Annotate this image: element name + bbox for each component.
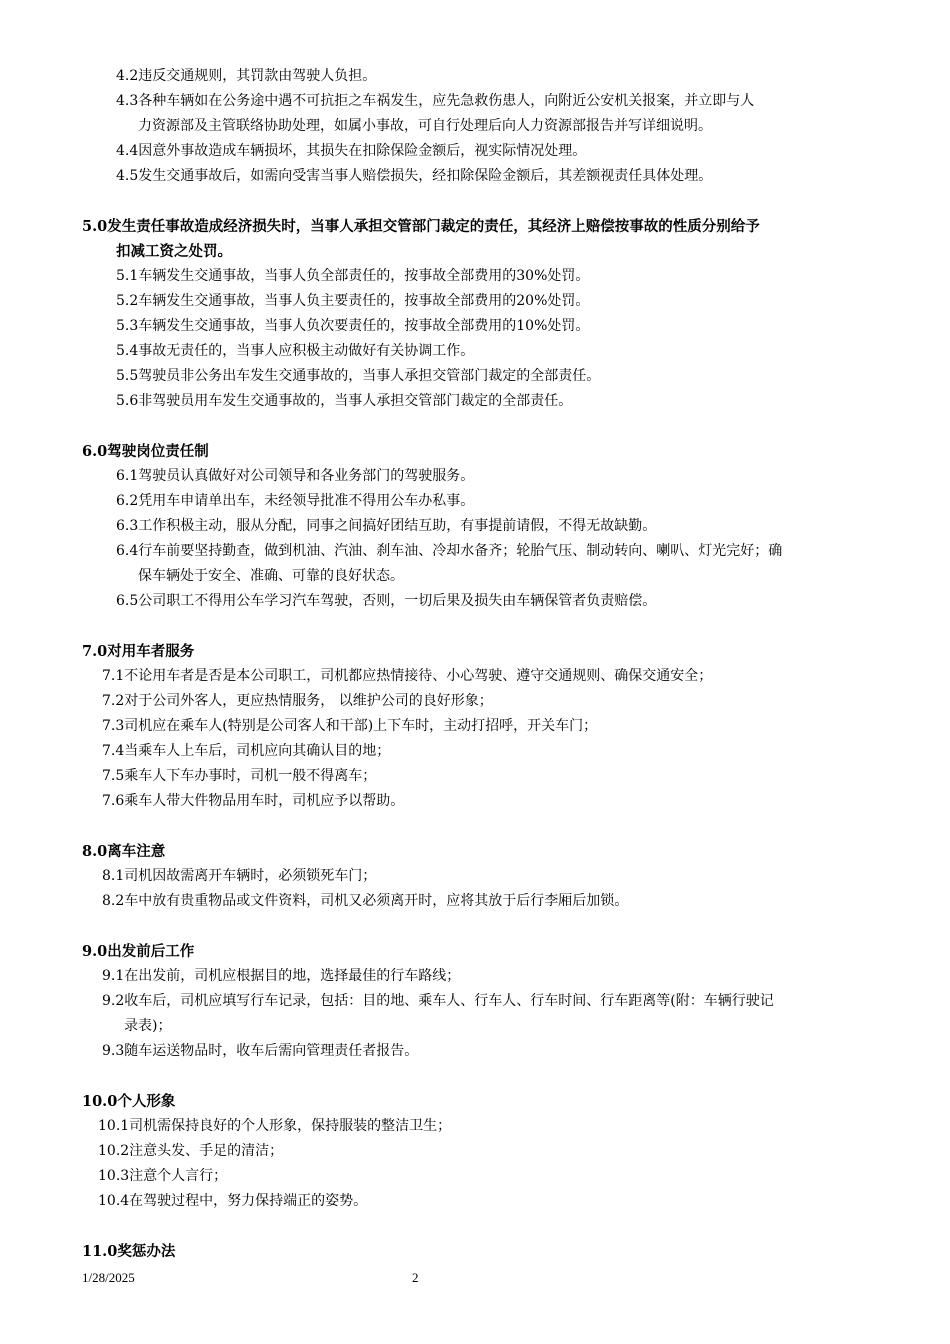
- clause-7-5: 7.5乘车人下车办事时，司机一般不得离车；: [102, 768, 377, 784]
- clause-7-6: 7.6乘车人带大件物品用车时，司机应予以帮助。: [102, 793, 405, 809]
- clause-7-3: 7.3司机应在乘车人(特别是公司客人和干部)上下车时，主动打招呼，开关车门；: [102, 718, 598, 734]
- clause-4-5: 4.5发生交通事故后，如需向受害当事人赔偿损失，经扣除保险金额后，其差额视责任具体处理。: [116, 168, 713, 184]
- spacer: [0, 814, 950, 839]
- section-8: [0, 839, 950, 914]
- clause-5-6: 5.6非驾驶员用车发生交通事故的，当事人承担交管部门裁定的全部责任。: [116, 393, 573, 409]
- spacer: [0, 1064, 950, 1089]
- clause-5-1: 5.1车辆发生交通事故，当事人负全部责任的，按事故全部费用的30%处罚。: [116, 268, 590, 284]
- section-11-heading: 11.0奖惩办法: [82, 1243, 176, 1260]
- clause-10-3: 10.3注意个人言行；: [98, 1168, 228, 1184]
- spacer: [0, 189, 950, 214]
- clause-6-5: 6.5公司职工不得用公车学习汽车驾驶，否则，一切后果及损失由车辆保管者负责赔偿。: [116, 593, 657, 609]
- spacer: [0, 914, 950, 939]
- document-body: [0, 64, 950, 1264]
- clause-8-1: 8.1司机因故需离开车辆时，必须锁死车门；: [102, 868, 377, 884]
- clause-9-3: 9.3随车运送物品时，收车后需向管理责任者报告。: [102, 1043, 419, 1059]
- spacer: [0, 614, 950, 639]
- clause-5-2: 5.2车辆发生交通事故，当事人负主要责任的，按事故全部费用的20%处罚。: [116, 293, 590, 309]
- spacer: [0, 1214, 950, 1239]
- clause-6-4-continued: 保车辆处于安全、准确、可靠的良好状态。: [138, 568, 404, 584]
- clause-7-4: 7.4当乘车人上车后，司机应向其确认目的地；: [102, 743, 391, 759]
- spacer: [0, 414, 950, 439]
- clause-6-4: 6.4行车前要坚持勤查，做到机油、汽油、刹车油、冷却水备齐；轮胎气压、制动转向、喇叭、灯光完好；确: [116, 543, 783, 559]
- clause-10-1: 10.1司机需保持良好的个人形象，保持服装的整洁卫生；: [98, 1118, 452, 1134]
- clause-6-2: 6.2凭用车申请单出车，未经领导批准不得用公车办私事。: [116, 493, 475, 509]
- section-11: [0, 1239, 950, 1264]
- section-6-heading: 6.0驾驶岗位责任制: [82, 443, 209, 460]
- section-10-heading: 10.0个人形象: [82, 1093, 176, 1110]
- section-5: [0, 214, 950, 414]
- section-6: [0, 439, 950, 614]
- clause-4-3: 4.3各种车辆如在公务途中遇不可抗拒之车祸发生，应先急救伤患人，向附近公安机关报案，并立即与人: [116, 93, 755, 109]
- section-7: [0, 639, 950, 814]
- clause-7-1: 7.1不论用车者是否是本公司职工，司机都应热情接待、小心驾驶、遵守交通规则、确保交通安全；: [102, 668, 713, 684]
- footer-page-number: 2: [412, 1270, 419, 1285]
- clause-10-4: 10.4在驾驶过程中，努力保持端正的姿势。: [98, 1193, 368, 1209]
- section-4: [0, 64, 950, 189]
- clause-4-3-continued: 力资源部及主管联络协助处理，如属小事故，可自行处理后向人力资源部报告并写详细说明。: [138, 118, 712, 134]
- clause-5-3: 5.3车辆发生交通事故，当事人负次要责任的，按事故全部费用的10%处罚。: [116, 318, 590, 334]
- clause-6-3: 6.3工作积极主动，服从分配，同事之间搞好团结互助，有事提前请假，不得无故缺勤。: [116, 518, 657, 534]
- footer-date: 1/28/2025: [82, 1270, 135, 1285]
- section-5-heading: 5.0发生责任事故造成经济损失时，当事人承担交管部门裁定的责任，其经济上赔偿按事故的性质分别给予: [82, 218, 760, 235]
- clause-4-2: 4.2违反交通规则，其罚款由驾驶人负担。: [116, 68, 377, 84]
- section-9-heading: 9.0出发前后工作: [82, 943, 195, 960]
- section-10: [0, 1089, 950, 1214]
- clause-9-2: 9.2收车后，司机应填写行车记录，包括：目的地、乘车人、行车人、行车时间、行车距离等(附：车辆行驶记: [102, 993, 774, 1009]
- clause-7-2: 7.2对于公司外客人，更应热情服务， 以维护公司的良好形象；: [102, 693, 493, 709]
- clause-6-1: 6.1驾驶员认真做好对公司领导和各业务部门的驾驶服务。: [116, 468, 475, 484]
- clause-5-4: 5.4事故无责任的，当事人应积极主动做好有关协调工作。: [116, 343, 475, 359]
- clause-10-2: 10.2注意头发、手足的清洁；: [98, 1143, 284, 1159]
- section-5-heading-continued: 扣减工资之处罚。: [116, 243, 232, 260]
- clause-9-1: 9.1在出发前，司机应根据目的地，选择最佳的行车路线；: [102, 968, 461, 984]
- clause-9-2-continued: 录表)；: [124, 1018, 172, 1034]
- clause-8-2: 8.2车中放有贵重物品或文件资料，司机又必须离开时，应将其放于后行李厢后加锁。: [102, 893, 629, 909]
- section-8-heading: 8.0离车注意: [82, 843, 166, 860]
- section-7-heading: 7.0对用车者服务: [82, 643, 195, 660]
- clause-5-5: 5.5驾驶员非公务出车发生交通事故的，当事人承担交管部门裁定的全部责任。: [116, 368, 601, 384]
- clause-4-4: 4.4因意外事故造成车辆损坏，其损失在扣除保险金额后，视实际情况处理。: [116, 143, 587, 159]
- section-9: [0, 939, 950, 1064]
